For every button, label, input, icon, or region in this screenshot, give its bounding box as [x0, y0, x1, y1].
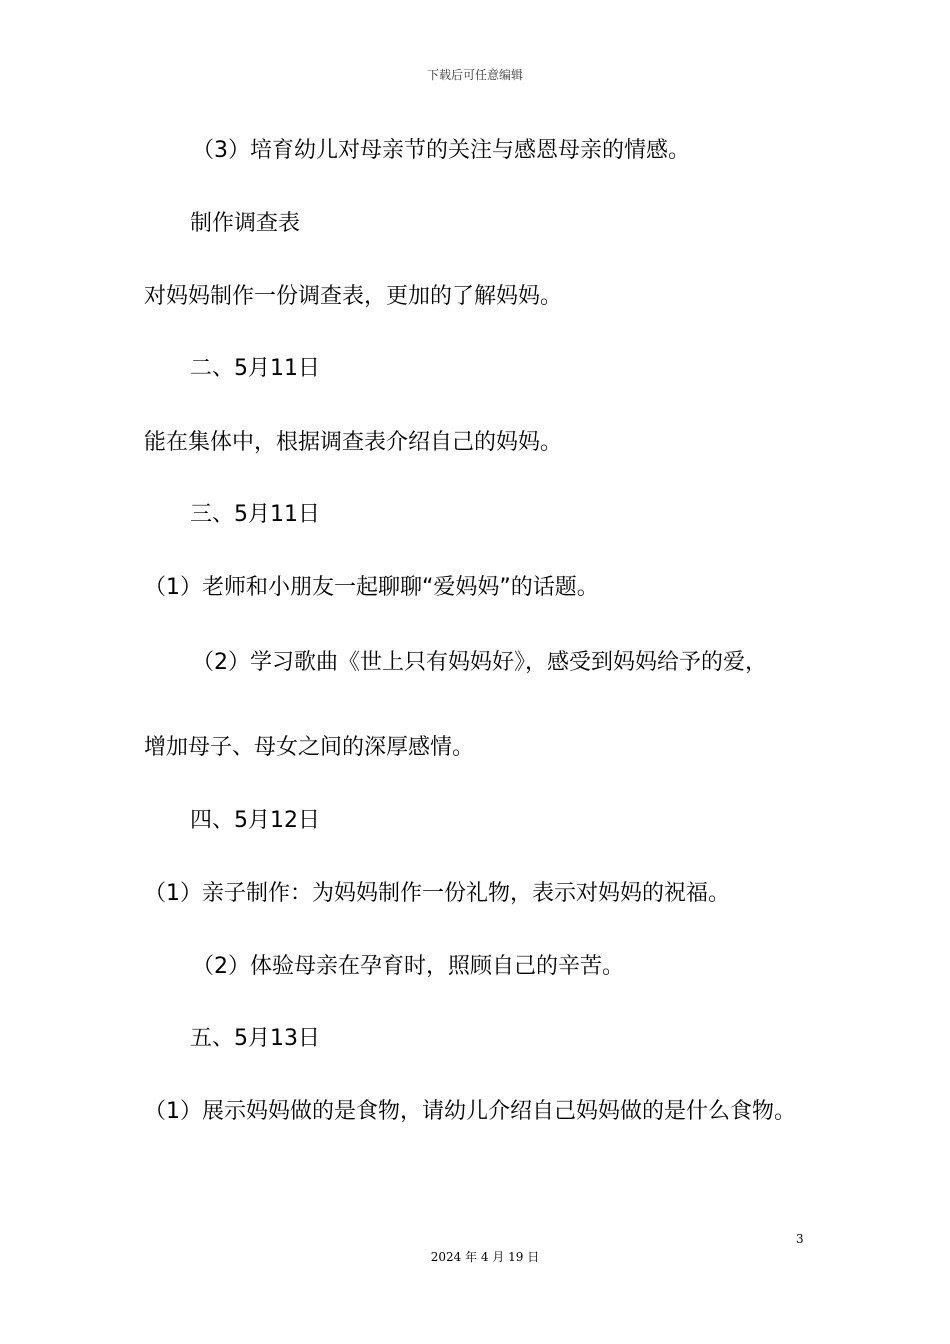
page-header: 下载后可任意编辑 [426, 68, 523, 82]
section-heading: 二、5月11日 [190, 356, 320, 381]
footer-date: 2024 年 4 月 19 日 [430, 1250, 540, 1264]
body-line: （2）体验母亲在孕育时，照顾自己的辛苦。 [192, 954, 624, 979]
section-heading: 制作调查表 [190, 211, 301, 236]
body-line: （1）展示妈妈做的是食物，请幼儿介绍自己妈妈做的是什么食物。 [144, 1099, 796, 1124]
body-line: 增加母子、母女之间的深厚感情。 [144, 735, 475, 760]
page-number: 3 [796, 1232, 804, 1246]
section-heading: 五、5月13日 [190, 1026, 320, 1051]
body-line: （3）培育幼儿对母亲节的关注与感恩母亲的情感。 [192, 138, 690, 163]
body-line: 对妈妈制作一份调查表，更加的了解妈妈。 [144, 284, 563, 309]
body-line: （1）亲子制作：为妈妈制作一份礼物，表示对妈妈的祝福。 [144, 881, 730, 906]
section-heading: 四、5月12日 [190, 808, 320, 833]
body-line: （2）学习歌曲《世上只有妈妈好》，感受到妈妈给予的爱， [192, 650, 767, 675]
section-heading: 三、5月11日 [190, 502, 320, 527]
body-line: 能在集体中，根据调查表介绍自己的妈妈。 [144, 430, 563, 455]
body-line: （1）老师和小朋友一起聊聊“爱妈妈”的话题。 [144, 575, 599, 600]
